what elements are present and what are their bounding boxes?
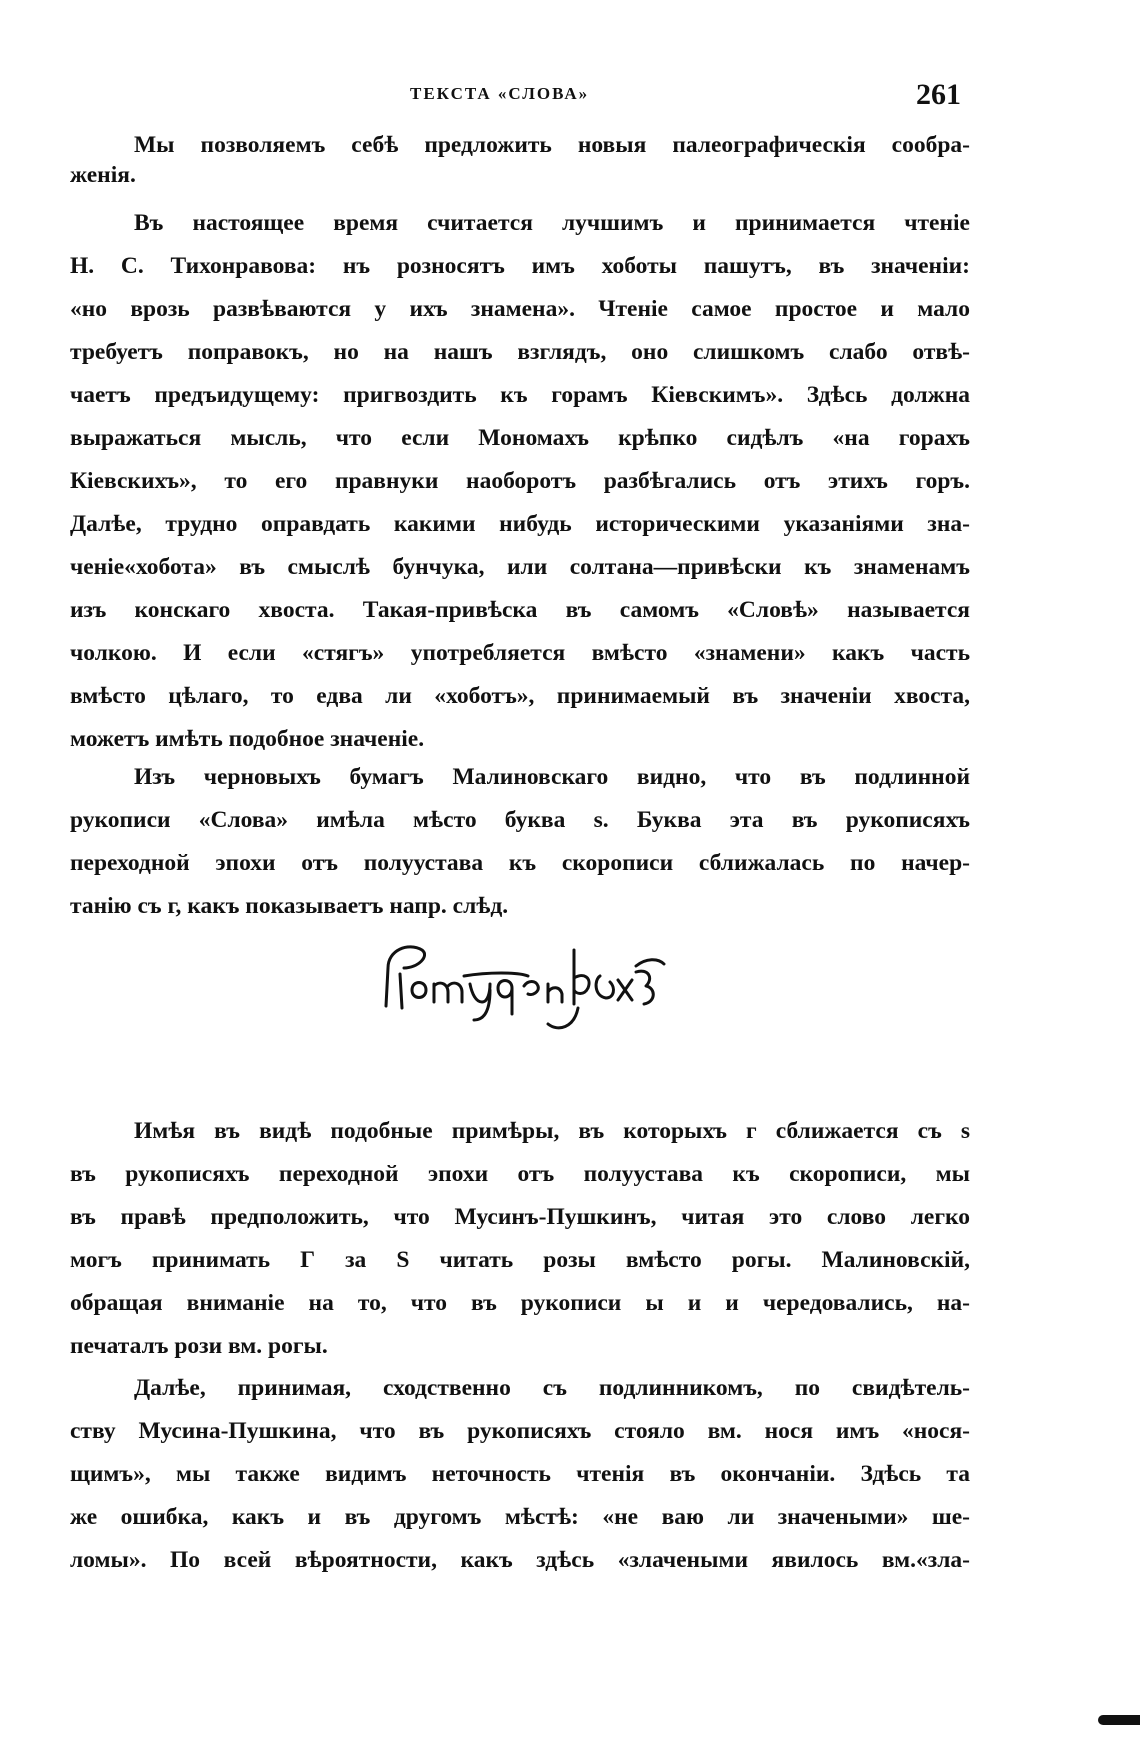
text-line: «но врозь развѣваются у ихъ знамена». Чтеніе самое простое и мало xyxy=(70,296,970,322)
paragraph-4 xyxy=(70,1110,970,1368)
text-line: выражаться мысль, что если Мономахъ крѣпко сидѣлъ «на горахъ xyxy=(70,425,970,451)
text-line: переходной эпохи отъ полуустава къ скорописи сближалась по начер- xyxy=(70,850,970,876)
text-line: вмѣсто цѣлаго, то едва ли «хоботъ», принимаемый въ значеніи хвоста, xyxy=(70,683,970,709)
page-number: 261 xyxy=(916,78,961,111)
text-line: Кіевскихъ», то его правнуки наоборотъ разбѣгались отъ этихъ горъ. xyxy=(70,468,970,494)
paragraph-3 xyxy=(70,756,970,928)
text-line: Далѣе, трудно оправдать какими нибудь историческими указаніями зна- xyxy=(70,511,970,537)
text-line: Далѣе, принимая, сходственно съ подлинникомъ, по свидѣтель- xyxy=(134,1375,970,1401)
text-line: можетъ имѣть подобное значеніе. xyxy=(70,726,425,752)
running-head: ТЕКСТА «СЛОВА» xyxy=(410,84,590,103)
text-line: ству Мусина-Пушкина, что въ рукописяхъ стояло вм. нося имъ «нося- xyxy=(70,1418,970,1444)
page-edge-mark xyxy=(1098,1715,1140,1725)
text-line: женія. xyxy=(70,162,136,188)
handwritten-sample xyxy=(378,928,668,1038)
text-line: щимъ», мы также видимъ неточность чтенія въ окончаніи. Здѣсь та xyxy=(70,1461,970,1487)
text-line: ломы». По всей вѣроятности, какъ здѣсь «злачеными явилось вм.«зла- xyxy=(70,1547,970,1573)
handwritten-cursive-image xyxy=(378,928,668,1038)
text-line: обращая вниманіе на то, что въ рукописи ы и и чередовались, на- xyxy=(70,1290,970,1316)
text-line: же ошибка, какъ и въ другомъ мѣстѣ: «не ваю ли значеными» ше- xyxy=(70,1504,970,1530)
text-line: печаталъ рози вм. рогы. xyxy=(70,1333,328,1359)
text-line: Въ настоящее время считается лучшимъ и принимается чтеніе xyxy=(134,210,970,236)
text-line: чаетъ предъидущему: пригвоздить къ горамъ Кіевскимъ». Здѣсь должна xyxy=(70,382,970,408)
text-line: Мы позволяемъ себѣ предложить новыя палеографическія сообра- xyxy=(134,132,970,158)
text-line: чолкою. И если «стягъ» употребляется вмѣсто «знамени» какъ часть xyxy=(70,640,970,666)
text-line: въ рукописяхъ переходной эпохи отъ полуустава къ скорописи, мы xyxy=(70,1161,970,1187)
paragraph-2 xyxy=(70,202,970,761)
text-line: изъ конскаго хвоста. Такая-привѣска въ самомъ «Словѣ» называется xyxy=(70,597,970,623)
text-line: въ правѣ предположить, что Мусинъ-Пушкинъ, читая это слово легко xyxy=(70,1204,970,1230)
text-line: могъ принимать Г за Ѕ читать розы вмѣсто рогы. Малиновскій, xyxy=(70,1247,970,1273)
text-line: Н. С. Тихонравова: нъ розносятъ имъ хоботы пашутъ, въ значеніи: xyxy=(70,253,970,279)
text-line: танію съ г, какъ показываетъ напр. слѣд. xyxy=(70,893,509,919)
text-line: ченіе«хобота» въ смыслѣ бунчука, или солтана—привѣски къ знаменамъ xyxy=(70,554,970,580)
text-line: Изъ черновыхъ бумагъ Малиновскаго видно, что въ подлинной xyxy=(134,764,970,790)
paragraph-1 xyxy=(70,130,970,190)
text-line: Имѣя въ видѣ подобные примѣры, въ которыхъ г сближается съ ѕ xyxy=(134,1118,970,1144)
text-line: требуетъ поправокъ, но на нашъ взглядъ, оно слишкомъ слабо отвѣ- xyxy=(70,339,970,365)
text-line: рукописи «Слова» имѣла мѣсто буква ѕ. Буква эта въ рукописяхъ xyxy=(70,807,970,833)
paragraph-5 xyxy=(70,1367,970,1582)
